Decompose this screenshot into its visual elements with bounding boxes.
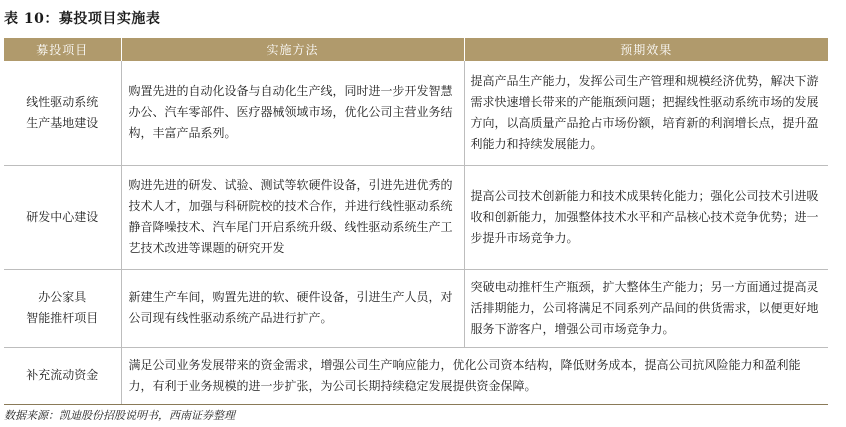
project-name-line: 补充流动资金	[26, 368, 99, 382]
project-name-line: 线性驱动系统	[26, 94, 99, 109]
effect-cell: 提高公司技术创新能力和技术成果转化能力；强化公司技术引进吸收和创新能力，加强整体技术水平和产品核心技术竞争优势；进一步提升市场竞争力。	[464, 165, 828, 269]
project-cell	[4, 347, 121, 404]
table-row	[4, 165, 828, 269]
project-cell	[4, 61, 121, 165]
table-header-row	[4, 38, 828, 61]
project-cell	[4, 269, 121, 347]
combined-cell: 满足公司业务发展带来的资金需求，增强公司生产响应能力，优化公司资本结构，降低财务成本，提高公司抗风险能力和盈利能力，有利于业务规模的进一步扩张，为公司长期持续稳定发展提供资金保障。	[121, 347, 828, 404]
project-table	[4, 38, 828, 405]
project-name-line: 办公家具	[38, 290, 87, 304]
effect-cell: 突破电动推杆生产瓶颈，扩大整体生产能力；另一方面通过提高灵活排期能力，公司将满足不同系列产品间的供货需求，以便更好地服务下游客户，增强公司市场竞争力。	[464, 269, 828, 347]
project-cell	[4, 165, 121, 269]
header-effect: 预期效果	[464, 38, 828, 61]
header-method: 实施方法	[121, 38, 464, 61]
table-row	[4, 269, 828, 347]
project-name-line: 研发中心建设	[26, 209, 99, 224]
method-cell: 购置先进的自动化设备与自动化生产线，同时进一步开发智慧办公、汽车零部件、医疗器械领域市场，优化公司主营业务结构，丰富产品系列。	[121, 61, 464, 165]
header-project: 募投项目	[4, 38, 121, 61]
data-source-note: 数据来源：凯迪股份招股说明书，西南证券整理	[4, 409, 235, 422]
project-name-line: 智能推杆项目	[26, 311, 99, 325]
table-row	[4, 61, 828, 165]
method-cell: 购进先进的研发、试验、测试等软硬件设备，引进先进优秀的技术人才，加强与科研院校的技术合作，并进行线性驱动系统静音降噪技术、汽车尾门开启系统升级、线性驱动系统生产工艺技术改进等课题的研究开发	[121, 165, 464, 269]
effect-cell: 提高产品生产能力，发挥公司生产管理和规模经济优势，解决下游需求快速增长带来的产能瓶颈问题；把握线性驱动系统市场的发展方向，以高质量产品抢占市场份额，培育新的利润增长点，提升盈利能力和持续发展能力。	[464, 61, 828, 165]
table-row	[4, 347, 828, 404]
table-title: 表 10：募投项目实施表	[4, 11, 161, 27]
method-cell: 新建生产车间，购置先进的软、硬件设备，引进生产人员，对公司现有线性驱动系统产品进行扩产。	[121, 269, 464, 347]
project-name-line: 生产基地建设	[26, 115, 99, 130]
